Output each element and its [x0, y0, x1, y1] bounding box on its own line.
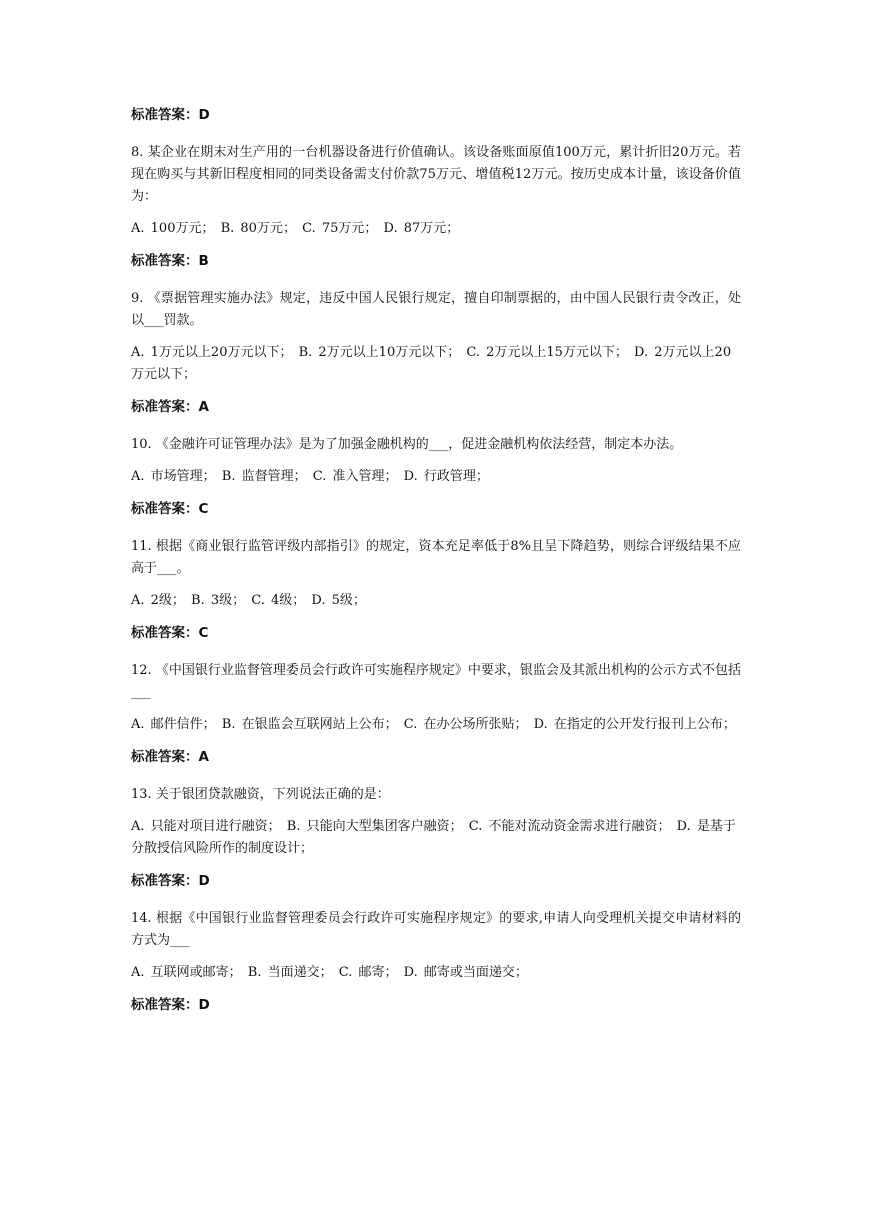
question-text: 14. 根据《中国银行业监督管理委员会行政许可实施程序规定》的要求,申请人向受理机关提交申请材料的方式为___ — [131, 911, 741, 948]
answer-options: A. 1万元以上20万元以下； B. 2万元以上10万元以下； C. 2万元以上15万元以下； D. 2万元以上20万元以下； — [131, 345, 732, 382]
question-block-13 — [131, 784, 741, 892]
question-block-8 — [131, 142, 741, 272]
answer-options: A. 只能对项目进行融资； B. 只能向大型集团客户融资； C. 不能对流动资金需求进行融资； D. 是基于分散授信风险所作的制度设计； — [131, 819, 736, 856]
answer-label: 标准答案：D — [131, 873, 210, 889]
question-block-14 — [131, 908, 741, 1016]
answer-options: A. 邮件信件； B. 在银监会互联网站上公布； C. 在办公场所张贴； D. 在指定的公开发行报刊上公布； — [131, 717, 736, 732]
question-text: 9. 《票据管理实施办法》规定，违反中国人民银行规定，擅自印制票据的，由中国人民银行责令改正，处以___罚款。 — [131, 291, 741, 328]
page-content — [131, 104, 741, 1016]
answer-options: A. 2级； B. 3级； C. 4级； D. 5级； — [131, 593, 366, 608]
question-text: 10. 《金融许可证管理办法》是为了加强金融机构的___，促进金融机构依法经营，制定本办法。 — [131, 437, 683, 452]
answer-label: 标准答案：A — [131, 749, 209, 765]
answer-options: A. 100万元； B. 80万元； C. 75万元； D. 87万元； — [131, 221, 460, 236]
question-block-10 — [131, 434, 741, 520]
question-text: 11. 根据《商业银行监管评级内部指引》的规定，资本充足率低于8%且呈下降趋势，则综合评级结果不应高于___。 — [131, 539, 741, 576]
answer-label: 标准答案：A — [131, 399, 209, 415]
answer-label: 标准答案：B — [131, 253, 209, 269]
question-block-9 — [131, 288, 741, 418]
question-text: 8. 某企业在期末对生产用的一台机器设备进行价值确认。该设备账面原值100万元，累计折旧20万元。若现在购买与其新旧程度相同的同类设备需支付价款75万元、增值税12万元。按历史成本计量，该设备价值为： — [131, 145, 741, 204]
answer-label-7: 标准答案：D — [131, 107, 210, 123]
answer-label: 标准答案：D — [131, 997, 210, 1013]
answer-options: A. 市场管理； B. 监督管理； C. 准入管理； D. 行政管理； — [131, 469, 489, 484]
answer-label: 标准答案：C — [131, 625, 209, 641]
question-block-12 — [131, 660, 741, 768]
question-block-11 — [131, 536, 741, 644]
question-text: 12. 《中国银行业监督管理委员会行政许可实施程序规定》中要求，银监会及其派出机构的公示方式不包括___ — [131, 663, 741, 700]
answer-options: A. 互联网或邮寄； B. 当面递交； C. 邮寄； D. 邮寄或当面递交； — [131, 965, 528, 980]
question-text: 13. 关于银团贷款融资，下列说法正确的是： — [131, 787, 390, 802]
answer-label: 标准答案：C — [131, 501, 209, 517]
